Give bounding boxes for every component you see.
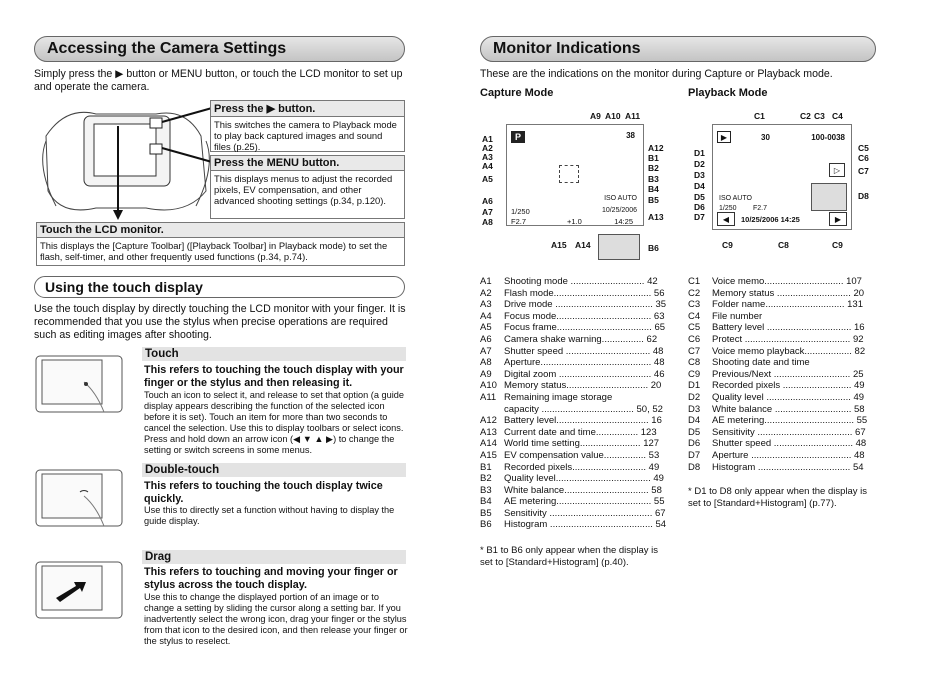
legend-text: EV compensation value................ 53 xyxy=(504,449,660,461)
legend-row xyxy=(480,346,668,358)
legend-row xyxy=(480,357,668,369)
legend-text: Aperture ...................................... 48 xyxy=(712,449,865,461)
legend-row xyxy=(480,485,668,497)
label-c8: C8 xyxy=(778,240,789,250)
touch-display-heading: Using the touch display xyxy=(34,276,405,298)
legend-row xyxy=(480,473,668,485)
right-intro: These are the indications on the monitor during Capture or Playback mode. xyxy=(480,68,833,80)
section-touch-lead: This refers to touching the touch display with your finger or the stylus and then releasing it. xyxy=(144,364,404,389)
section-double-touch-body: Use this to directly set a function without having to display the guide display. xyxy=(144,505,395,526)
legend-code: D3 xyxy=(688,403,701,415)
section-touch-heading: Touch xyxy=(142,347,406,361)
legend-code: B6 xyxy=(480,519,492,531)
legend-text: Quality level ................................ 49 xyxy=(712,391,865,403)
legend-code: A5 xyxy=(480,322,492,334)
legend-row xyxy=(688,311,878,323)
playback-aperture: F2.7 xyxy=(753,205,768,212)
legend-text: White balance................................ 58 xyxy=(504,484,662,496)
legend-text: White balance ............................. 58 xyxy=(712,403,865,415)
shutter-value: 1/250 xyxy=(511,207,530,216)
label-b5: B5 xyxy=(648,195,659,205)
section-double-touch-heading: Double-touch xyxy=(142,463,406,477)
legend-code: A10 xyxy=(480,380,497,392)
legend-code: A14 xyxy=(480,438,497,450)
legend-code: A12 xyxy=(480,415,497,427)
label-a2: A2 xyxy=(482,143,493,153)
legend-row xyxy=(688,392,878,404)
legend-row xyxy=(688,450,878,462)
legend-code: B4 xyxy=(480,496,492,508)
legend-text: Remaining image storage xyxy=(504,391,613,403)
label-c9-right: C9 xyxy=(832,240,843,250)
legend-text: Sensitivity ....................................... 67 xyxy=(504,507,666,519)
shooting-mode-icon: P xyxy=(511,131,525,143)
legend-row xyxy=(688,415,878,427)
legend-row xyxy=(688,288,878,300)
legend-text: Memory status ............................ 20 xyxy=(712,287,865,299)
legend-row xyxy=(688,427,878,439)
label-d6: D6 xyxy=(694,202,705,212)
legend-row xyxy=(688,369,878,381)
legend-row xyxy=(688,357,878,369)
legend-row xyxy=(480,288,668,300)
section-touch-body: Touch an icon to select it, and release to set that option (a guide display appears describing the function of the selected icon before it is set). Touch an item for more than two seconds to cancel the selection. Use this to display toolbars or select icons. Press and hold down an arrow icon (◀ ▼ ▲ ▶) to change the setting or switch screens in some menus. xyxy=(144,390,404,455)
legend-text: Folder name.............................. 131 xyxy=(712,299,864,311)
section-drag-lead: This refers to touching and moving your finger or stylus across the touch display. xyxy=(144,566,398,591)
legend-text: Aperture.......................................... 48 xyxy=(504,357,665,369)
label-a15: A15 xyxy=(551,240,567,250)
label-a5: A5 xyxy=(482,174,493,184)
label-b4: B4 xyxy=(648,184,659,194)
touch-intro: Use the touch display by directly touching the LCD monitor with your finger. It is recommended that you use the stylus when precise operations are required such as editing images after shooting. xyxy=(34,303,406,341)
label-a7: A7 xyxy=(482,207,493,217)
legend-text: Shooting date and time xyxy=(712,357,810,369)
remaining-count: 38 xyxy=(626,131,635,140)
capture-note: * B1 to B6 only appear when the display is set to [Standard+Histogram] (p.40). xyxy=(480,545,658,568)
legend-text: Focus mode.................................... 63 xyxy=(504,310,665,322)
legend-row xyxy=(480,415,668,427)
label-b2: B2 xyxy=(648,163,659,173)
legend-row xyxy=(480,380,668,392)
legend-text: Protect ........................................ 92 xyxy=(712,333,864,345)
previous-arrow[interactable]: ◀ xyxy=(717,212,735,226)
legend-row xyxy=(480,322,668,334)
legend-text: Focus frame.................................... 65 xyxy=(504,322,666,334)
date-value: 10/25/2006 xyxy=(601,207,637,214)
playback-mode-heading: Playback Mode xyxy=(688,87,768,99)
capture-histogram xyxy=(598,234,640,260)
label-a9: A9 xyxy=(590,111,601,121)
callout-playback-button: Press the ▶ button. This switches the camera to Playback mode to play back captured images and sound files (p.25). xyxy=(210,100,405,152)
legend-row xyxy=(688,404,878,416)
legend-row xyxy=(480,334,668,346)
playback-legend xyxy=(688,276,878,473)
label-c9-left: C9 xyxy=(722,240,733,250)
legend-text: Recorded pixels............................ 49 xyxy=(504,461,660,473)
legend-row xyxy=(480,496,668,508)
playback-count: 30 xyxy=(761,133,770,142)
legend-code: A11 xyxy=(480,391,497,403)
playback-histogram xyxy=(811,183,847,211)
legend-row xyxy=(688,299,878,311)
drag-thumbnail xyxy=(34,558,126,622)
label-a4: A4 xyxy=(482,161,493,171)
legend-code xyxy=(480,404,504,416)
right-page-title: Monitor Indications xyxy=(480,36,876,62)
legend-text: capacity ................................... 50, 52 xyxy=(504,403,663,415)
label-a14: A14 xyxy=(575,240,591,250)
section-drag-heading: Drag xyxy=(142,550,406,564)
legend-text: Current date and time................ 123 xyxy=(504,426,657,438)
legend-code: C1 xyxy=(688,276,701,287)
legend-text: Recorded pixels .......................... 49 xyxy=(712,380,865,392)
legend-row xyxy=(480,438,668,450)
focus-frame-icon xyxy=(559,165,579,183)
legend-code: B5 xyxy=(480,507,492,519)
callout-menu-button: Press the MENU button. This displays menus to adjust the recorded pixels, EV compensation, and other advanced shooting settings (p.34, p.120). xyxy=(210,155,405,219)
ev-value: +1.0 xyxy=(567,217,582,226)
label-a13: A13 xyxy=(648,212,664,222)
legend-text: World time setting....................... 127 xyxy=(504,438,660,450)
legend-code: D2 xyxy=(688,391,701,403)
legend-text: AE metering.................................. 55 xyxy=(712,415,868,427)
label-c5: C5 xyxy=(858,143,869,153)
legend-code: A1 xyxy=(480,276,492,287)
section-drag-body: Use this to change the displayed portion of an image or to change a setting by sliding the cursor along a setting bar. If you inadvertently select the wrong icon, drag your finger or the stylus from that icon to the desired icon, and then release your finger or the stylus to reselect. xyxy=(144,592,408,646)
capture-mode-heading: Capture Mode xyxy=(480,87,554,99)
legend-code: C6 xyxy=(688,333,701,345)
voice-memo-playback-icon: ▷ xyxy=(829,163,845,177)
label-d3: D3 xyxy=(694,170,705,180)
legend-code: D5 xyxy=(688,426,701,438)
legend-row xyxy=(480,276,668,288)
left-intro: Simply press the ▶ button or MENU button, or touch the LCD monitor to set up and operate the camera. xyxy=(34,68,403,93)
legend-row xyxy=(480,519,668,531)
legend-code: D6 xyxy=(688,438,701,450)
legend-row xyxy=(688,334,878,346)
legend-code: D4 xyxy=(688,415,701,427)
legend-code: D8 xyxy=(688,461,701,473)
label-d8: D8 xyxy=(858,191,869,201)
legend-row xyxy=(480,427,668,439)
label-c7: C7 xyxy=(858,166,869,176)
legend-row xyxy=(480,299,668,311)
legend-row xyxy=(480,311,668,323)
label-c1: C1 xyxy=(754,111,765,121)
playback-shutter: 1/250 xyxy=(719,205,737,212)
playback-icon: ▶ xyxy=(717,131,731,143)
legend-code: A6 xyxy=(480,333,492,345)
label-c4: C4 xyxy=(832,111,843,121)
capture-mode-screen xyxy=(506,124,644,226)
label-a12: A12 xyxy=(648,143,664,153)
playback-mode-screen xyxy=(712,124,852,230)
legend-text: Digital zoom ................................... 46 xyxy=(504,368,665,380)
double-touch-thumbnail xyxy=(34,466,126,530)
legend-row xyxy=(480,392,668,404)
label-b3: B3 xyxy=(648,174,659,184)
section-double-touch-lead: This refers to touching the touch display twice quickly. xyxy=(144,480,383,505)
label-a6: A6 xyxy=(482,196,493,206)
legend-row xyxy=(480,369,668,381)
legend-text: Flash mode..................................... 56 xyxy=(504,287,665,299)
legend-text: Battery level................................... 16 xyxy=(504,415,662,427)
label-a10: A10 xyxy=(605,111,621,121)
legend-code: C2 xyxy=(688,287,701,299)
legend-text: Quality level.................................... 49 xyxy=(504,473,664,485)
legend-code: C4 xyxy=(688,310,701,322)
legend-code: B1 xyxy=(480,461,492,473)
legend-text: Drive mode ..................................... 35 xyxy=(504,299,667,311)
aperture-value: F2.7 xyxy=(511,217,527,226)
legend-row xyxy=(688,462,878,474)
label-b6: B6 xyxy=(648,243,659,253)
legend-code: A4 xyxy=(480,310,492,322)
label-a11: A11 xyxy=(625,111,641,121)
legend-code: B3 xyxy=(480,484,492,496)
label-b1: B1 xyxy=(648,153,659,163)
label-a3: A3 xyxy=(482,152,493,162)
legend-code: A2 xyxy=(480,287,492,299)
legend-text: Voice memo playback.................. 82 xyxy=(712,345,866,357)
legend-code: A9 xyxy=(480,368,492,380)
legend-code: C8 xyxy=(688,357,701,369)
time-value: 14:25 xyxy=(614,217,633,226)
label-a8: A8 xyxy=(482,217,493,227)
legend-row xyxy=(688,346,878,358)
legend-code: D1 xyxy=(688,380,701,392)
legend-code: A13 xyxy=(480,426,497,438)
label-d2: D2 xyxy=(694,159,705,169)
callout-lcd-monitor: Touch the LCD monitor. This displays the [Capture Toolbar] ([Playback Toolbar] in Playback mode) to set the flash, self-timer, and other frequently used functions (p.34, p.74). xyxy=(36,222,405,266)
legend-code: C9 xyxy=(688,368,701,380)
legend-text: Sensitivity .................................... 67 xyxy=(712,426,866,438)
folder-name: 100-0038 xyxy=(811,133,845,142)
legend-row xyxy=(688,322,878,334)
legend-row xyxy=(480,404,668,416)
label-c2: C2 xyxy=(800,111,811,121)
label-a1: A1 xyxy=(482,134,493,144)
playback-note: * D1 to D8 only appear when the display is set to [Standard+Histogram] (p.77). xyxy=(688,486,868,509)
legend-code: C3 xyxy=(688,299,701,311)
touch-thumbnail xyxy=(34,352,126,416)
legend-code: C5 xyxy=(688,322,701,334)
legend-row xyxy=(480,450,668,462)
left-page-title: Accessing the Camera Settings xyxy=(34,36,405,62)
legend-text: Previous/Next ............................. 25 xyxy=(712,368,864,380)
legend-text: Histogram ....................................... 54 xyxy=(504,519,667,531)
camera-hands-illustration xyxy=(36,96,216,226)
label-c3: C3 xyxy=(814,111,825,121)
legend-code: D7 xyxy=(688,449,701,461)
legend-text: Memory status............................... 20 xyxy=(504,380,662,392)
shooting-datetime: 10/25/2006 14:25 xyxy=(741,215,800,224)
capture-legend xyxy=(480,276,668,531)
legend-row xyxy=(688,438,878,450)
legend-text: Camera shake warning................ 62 xyxy=(504,333,658,345)
legend-text: Voice memo.............................. 107 xyxy=(712,276,862,287)
label-c6: C6 xyxy=(858,153,869,163)
iso-value: ISO AUTO xyxy=(604,195,637,202)
legend-row xyxy=(688,276,878,288)
playback-iso: ISO AUTO xyxy=(719,195,752,202)
legend-text: Battery level ................................ 16 xyxy=(712,322,865,334)
legend-code: A3 xyxy=(480,299,492,311)
label-d7: D7 xyxy=(694,212,705,222)
next-arrow[interactable]: ▶ xyxy=(829,212,847,226)
label-d1: D1 xyxy=(694,148,705,158)
legend-text: Histogram ................................... 54 xyxy=(712,461,864,473)
legend-code: A15 xyxy=(480,449,497,461)
label-d5: D5 xyxy=(694,192,705,202)
legend-text: Shooting mode ............................ 42 xyxy=(504,276,658,287)
legend-code: B2 xyxy=(480,473,492,485)
legend-row xyxy=(480,508,668,520)
label-d4: D4 xyxy=(694,181,705,191)
legend-code: A8 xyxy=(480,357,492,369)
legend-text: File number xyxy=(712,310,763,322)
legend-row xyxy=(480,462,668,474)
legend-code: C7 xyxy=(688,345,701,357)
legend-text: Shutter speed ................................ 48 xyxy=(504,345,664,357)
legend-text: Shutter speed .............................. 48 xyxy=(712,438,867,450)
legend-text: AE metering.................................... 55 xyxy=(504,496,665,508)
legend-code: A7 xyxy=(480,345,492,357)
legend-row xyxy=(688,380,878,392)
